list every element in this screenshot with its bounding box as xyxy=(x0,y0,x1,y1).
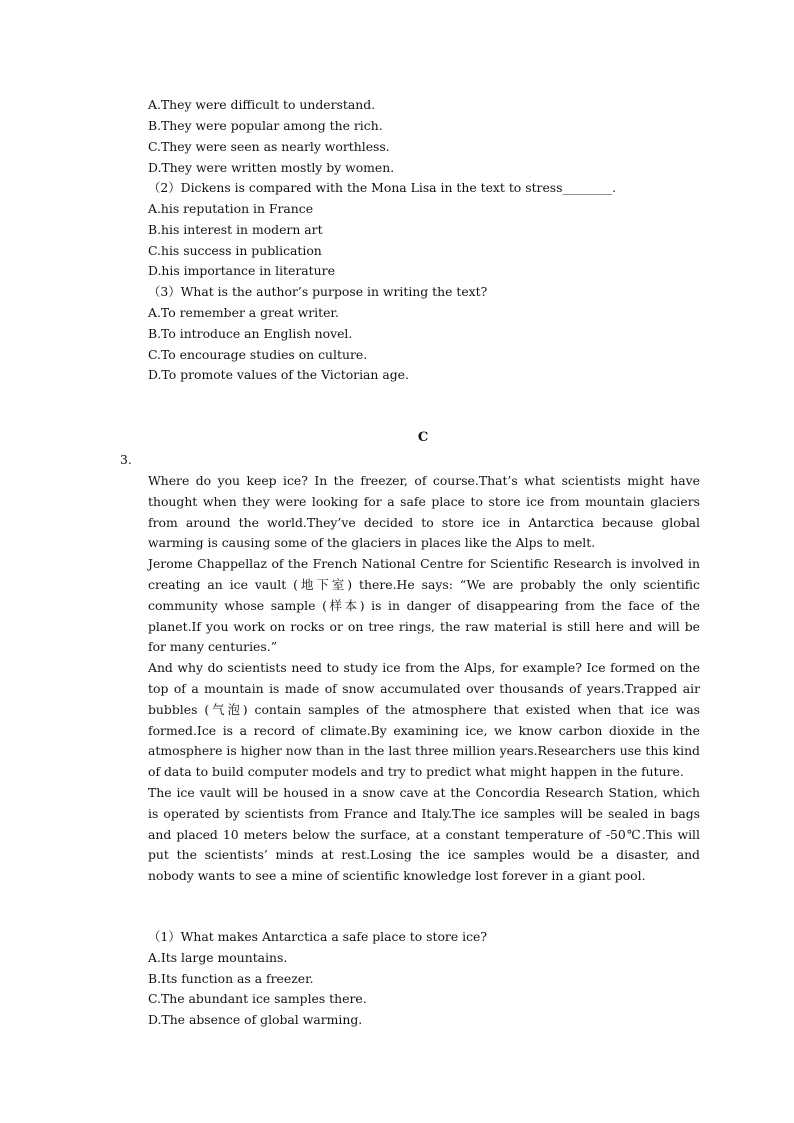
question-stem: （3）What is the author’s purpose in writing the text? xyxy=(148,284,488,299)
option-a: A.They were difficult to understand. xyxy=(148,97,376,112)
option-a: A.his reputation in France xyxy=(148,201,314,216)
option-b: B.Its function as a freezer. xyxy=(148,971,314,986)
passage-paragraph: The ice vault will be housed in a snow cave at the Concordia Research Station, which is operated by scientists from France and Italy.The ice samples will be sealed in bags and placed 10 meters below the surface, at a constant temperature of -50℃.This will put the scientists’ minds at rest.Losing the ice samples would be a disaster, and nobody wants to see a mine of scientific knowledge lost forever in a giant pool. xyxy=(148,784,700,884)
passage-paragraph: Where do you keep ice? In the freezer, of course.That’s what scientists might have thought when they were looking for a safe place to store ice from mountain glaciers from around the world.They’ve decided to store ice in Antarctica because global warming is causing some of the glaciers in places like the Alps to melt. xyxy=(148,473,700,551)
section-heading: C xyxy=(417,430,429,445)
option-b: B.his interest in modern art xyxy=(148,222,323,237)
option-d: D.his importance in literature xyxy=(148,263,335,278)
option-c: C.his success in publication xyxy=(148,243,322,258)
option-b: B.They were popular among the rich. xyxy=(148,118,383,133)
option-b: B.To introduce an English novel. xyxy=(148,326,353,341)
passage-paragraph: Jerome Chappellaz of the French National Centre for Scientific Research is involved in creating an ice vault (地下室) there.He says: “We are probably the only scientific community whose sample (样本) is in danger of disappearing from the face of the planet.If you work on rocks or on tree rings, the raw material is still here and will be for many centuries.” xyxy=(148,556,700,655)
option-d: D.They were written mostly by women. xyxy=(148,160,395,175)
option-a: A.Its large mountains. xyxy=(148,950,288,965)
question-number: 3. xyxy=(120,452,132,467)
question-stem: （1）What makes Antarctica a safe place to store ice? xyxy=(148,929,487,944)
option-c: C.They were seen as nearly worthless. xyxy=(148,139,390,154)
option-c: C.To encourage studies on culture. xyxy=(148,347,368,362)
reading-passage xyxy=(148,471,700,887)
option-d: D.To promote values of the Victorian age. xyxy=(148,367,409,382)
option-a: A.To remember a great writer. xyxy=(148,305,339,320)
option-d: D.The absence of global warming. xyxy=(148,1012,363,1027)
question-stem: （2）Dickens is compared with the Mona Lisa in the text to stress________. xyxy=(148,180,617,195)
option-c: C.The abundant ice samples there. xyxy=(148,991,367,1006)
passage-paragraph: And why do scientists need to study ice from the Alps, for example? Ice formed on the top of a mountain is made of snow accumulated over thousands of years.Trapped air bubbles (气泡) contain samples of the atmosphere that existed when that ice was formed.Ice is a record of climate.By examining ice, we know carbon dioxide in the atmosphere is higher now than in the last three million years.Researchers use this kind of data to build computer models and try to predict what might happen in the future. xyxy=(148,660,700,780)
